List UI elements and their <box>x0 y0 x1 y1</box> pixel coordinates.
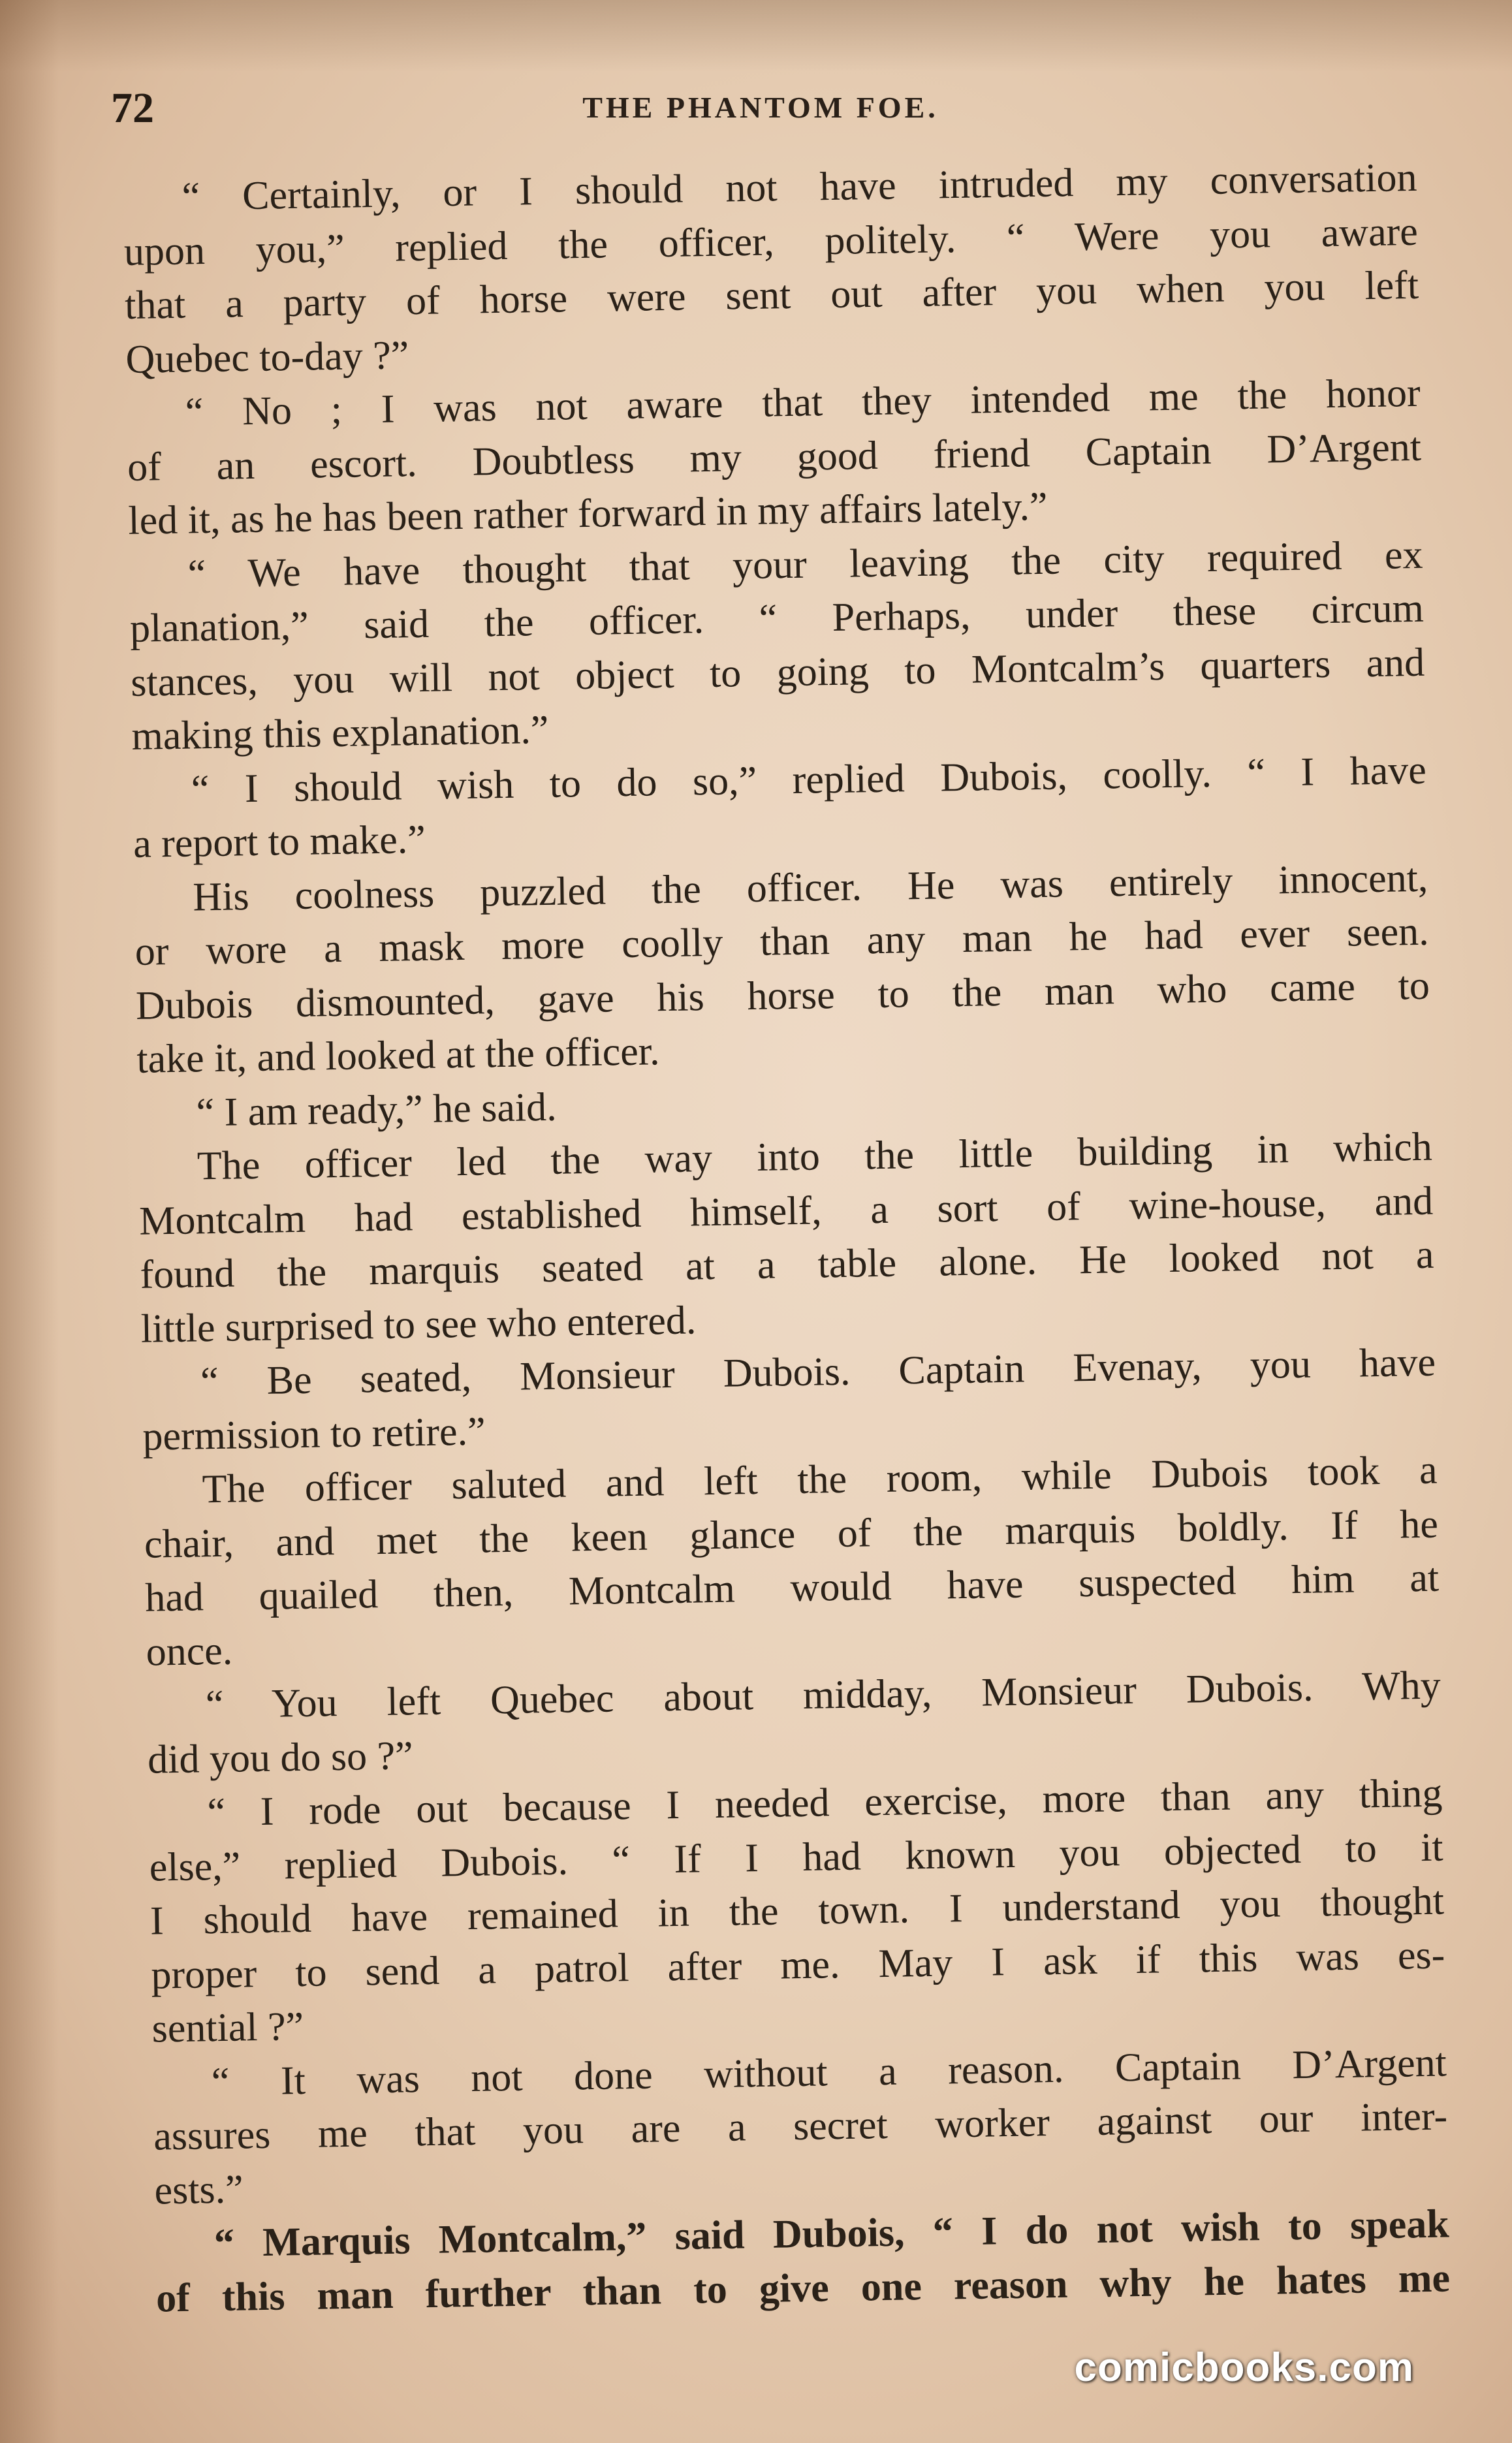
text-line: once. <box>146 1628 233 1675</box>
text-line: “ I am ready,” he said. <box>196 1084 558 1135</box>
text-line: “ Certainly, or I should not have intruded my conversation <box>181 155 1417 219</box>
text-line: a report to make.” <box>133 817 426 866</box>
text-line: stances, you will not object to going to Montcalm’s quarters and <box>130 640 1425 705</box>
text-line: found the marquis seated at a table alone. He looked not a <box>140 1232 1434 1297</box>
text-line: “ We have thought that your leaving the city required ex <box>187 532 1424 597</box>
page-header <box>111 84 1410 136</box>
text-line: else,” replied Dubois. “ If I had known you objected to it <box>149 1825 1444 1890</box>
text-line: Quebec to-day ?” <box>125 332 409 382</box>
body-text <box>123 151 1451 2321</box>
text-line: The officer saluted and left the room, while Dubois took a <box>202 1447 1438 1512</box>
text-line: or wore a mask more coolly than any man he had ever seen. <box>134 909 1430 974</box>
text-line: did you do so ?” <box>147 1733 414 1782</box>
text-line: “ No ; I was not aware that they intended me the honor <box>185 370 1421 435</box>
text-line: making this explanation.” <box>131 707 549 759</box>
text-line: planation,” said the officer. “ Perhaps, under these circum <box>129 586 1425 651</box>
text-line: of this man further than to give one reason why he hates me <box>155 2255 1451 2321</box>
text-line: that a party of horse were sent out after you when you left <box>124 262 1419 328</box>
text-line: Montcalm had established himself, a sort of wine-house, and <box>138 1178 1434 1244</box>
text-line: “ I rode out because I needed exercise, more than any thing <box>206 1771 1443 1835</box>
text-line: of an escort. Doubtless my good friend Captain D’Argent <box>127 424 1422 490</box>
text-line: “ You left Quebec about midday, Monsieur Dubois. Why <box>205 1663 1441 1727</box>
text-line: chair, and met the keen glance of the marquis boldly. If he <box>144 1502 1439 1567</box>
text-line: His coolness puzzled the officer. He was entirely innocent, <box>192 855 1428 919</box>
text-line: I should have remained in the town. I understand you thought <box>150 1878 1445 1944</box>
text-line: little surprised to see who entered. <box>140 1297 697 1351</box>
text-line: Dubois dismounted, gave his horse to the man who came to <box>135 963 1430 1028</box>
text-line: ests.” <box>154 2166 244 2213</box>
text-line: upon you,” replied the officer, politely. “ Were you aware <box>123 209 1419 274</box>
page-number: 72 <box>111 84 154 132</box>
text-line: take it, and looked at the officer. <box>136 1029 660 1082</box>
running-head: THE PHANTOM FOE. <box>582 91 939 124</box>
text-line: “ It was not done without a reason. Captain D’Argent <box>211 2040 1447 2104</box>
text-line: had quailed then, Montcalm would have suspected him at <box>144 1555 1440 1620</box>
text-line: “ Be seated, Monsieur Dubois. Captain Evenay, you have <box>200 1340 1436 1404</box>
text-line: led it, as he has been rather forward in my affairs lately.” <box>127 484 1048 543</box>
text-line: sential ?” <box>151 2004 304 2051</box>
watermark: comicbooks.com <box>1074 2345 1414 2390</box>
text-line: The officer led the way into the little building in which <box>197 1124 1433 1189</box>
text-line: assures me that you are a secret worker against our inter- <box>153 2094 1448 2159</box>
text-line: permission to retire.” <box>142 1409 486 1459</box>
text-line: proper to send a patrol after me. May I ask if this was es- <box>150 1932 1445 1998</box>
text-line: “ I should wish to do so,” replied Dubois, coolly. “ I have <box>191 748 1427 812</box>
text-line: “ Marquis Montcalm,” said Dubois, “ I do not wish to speak <box>213 2201 1450 2266</box>
